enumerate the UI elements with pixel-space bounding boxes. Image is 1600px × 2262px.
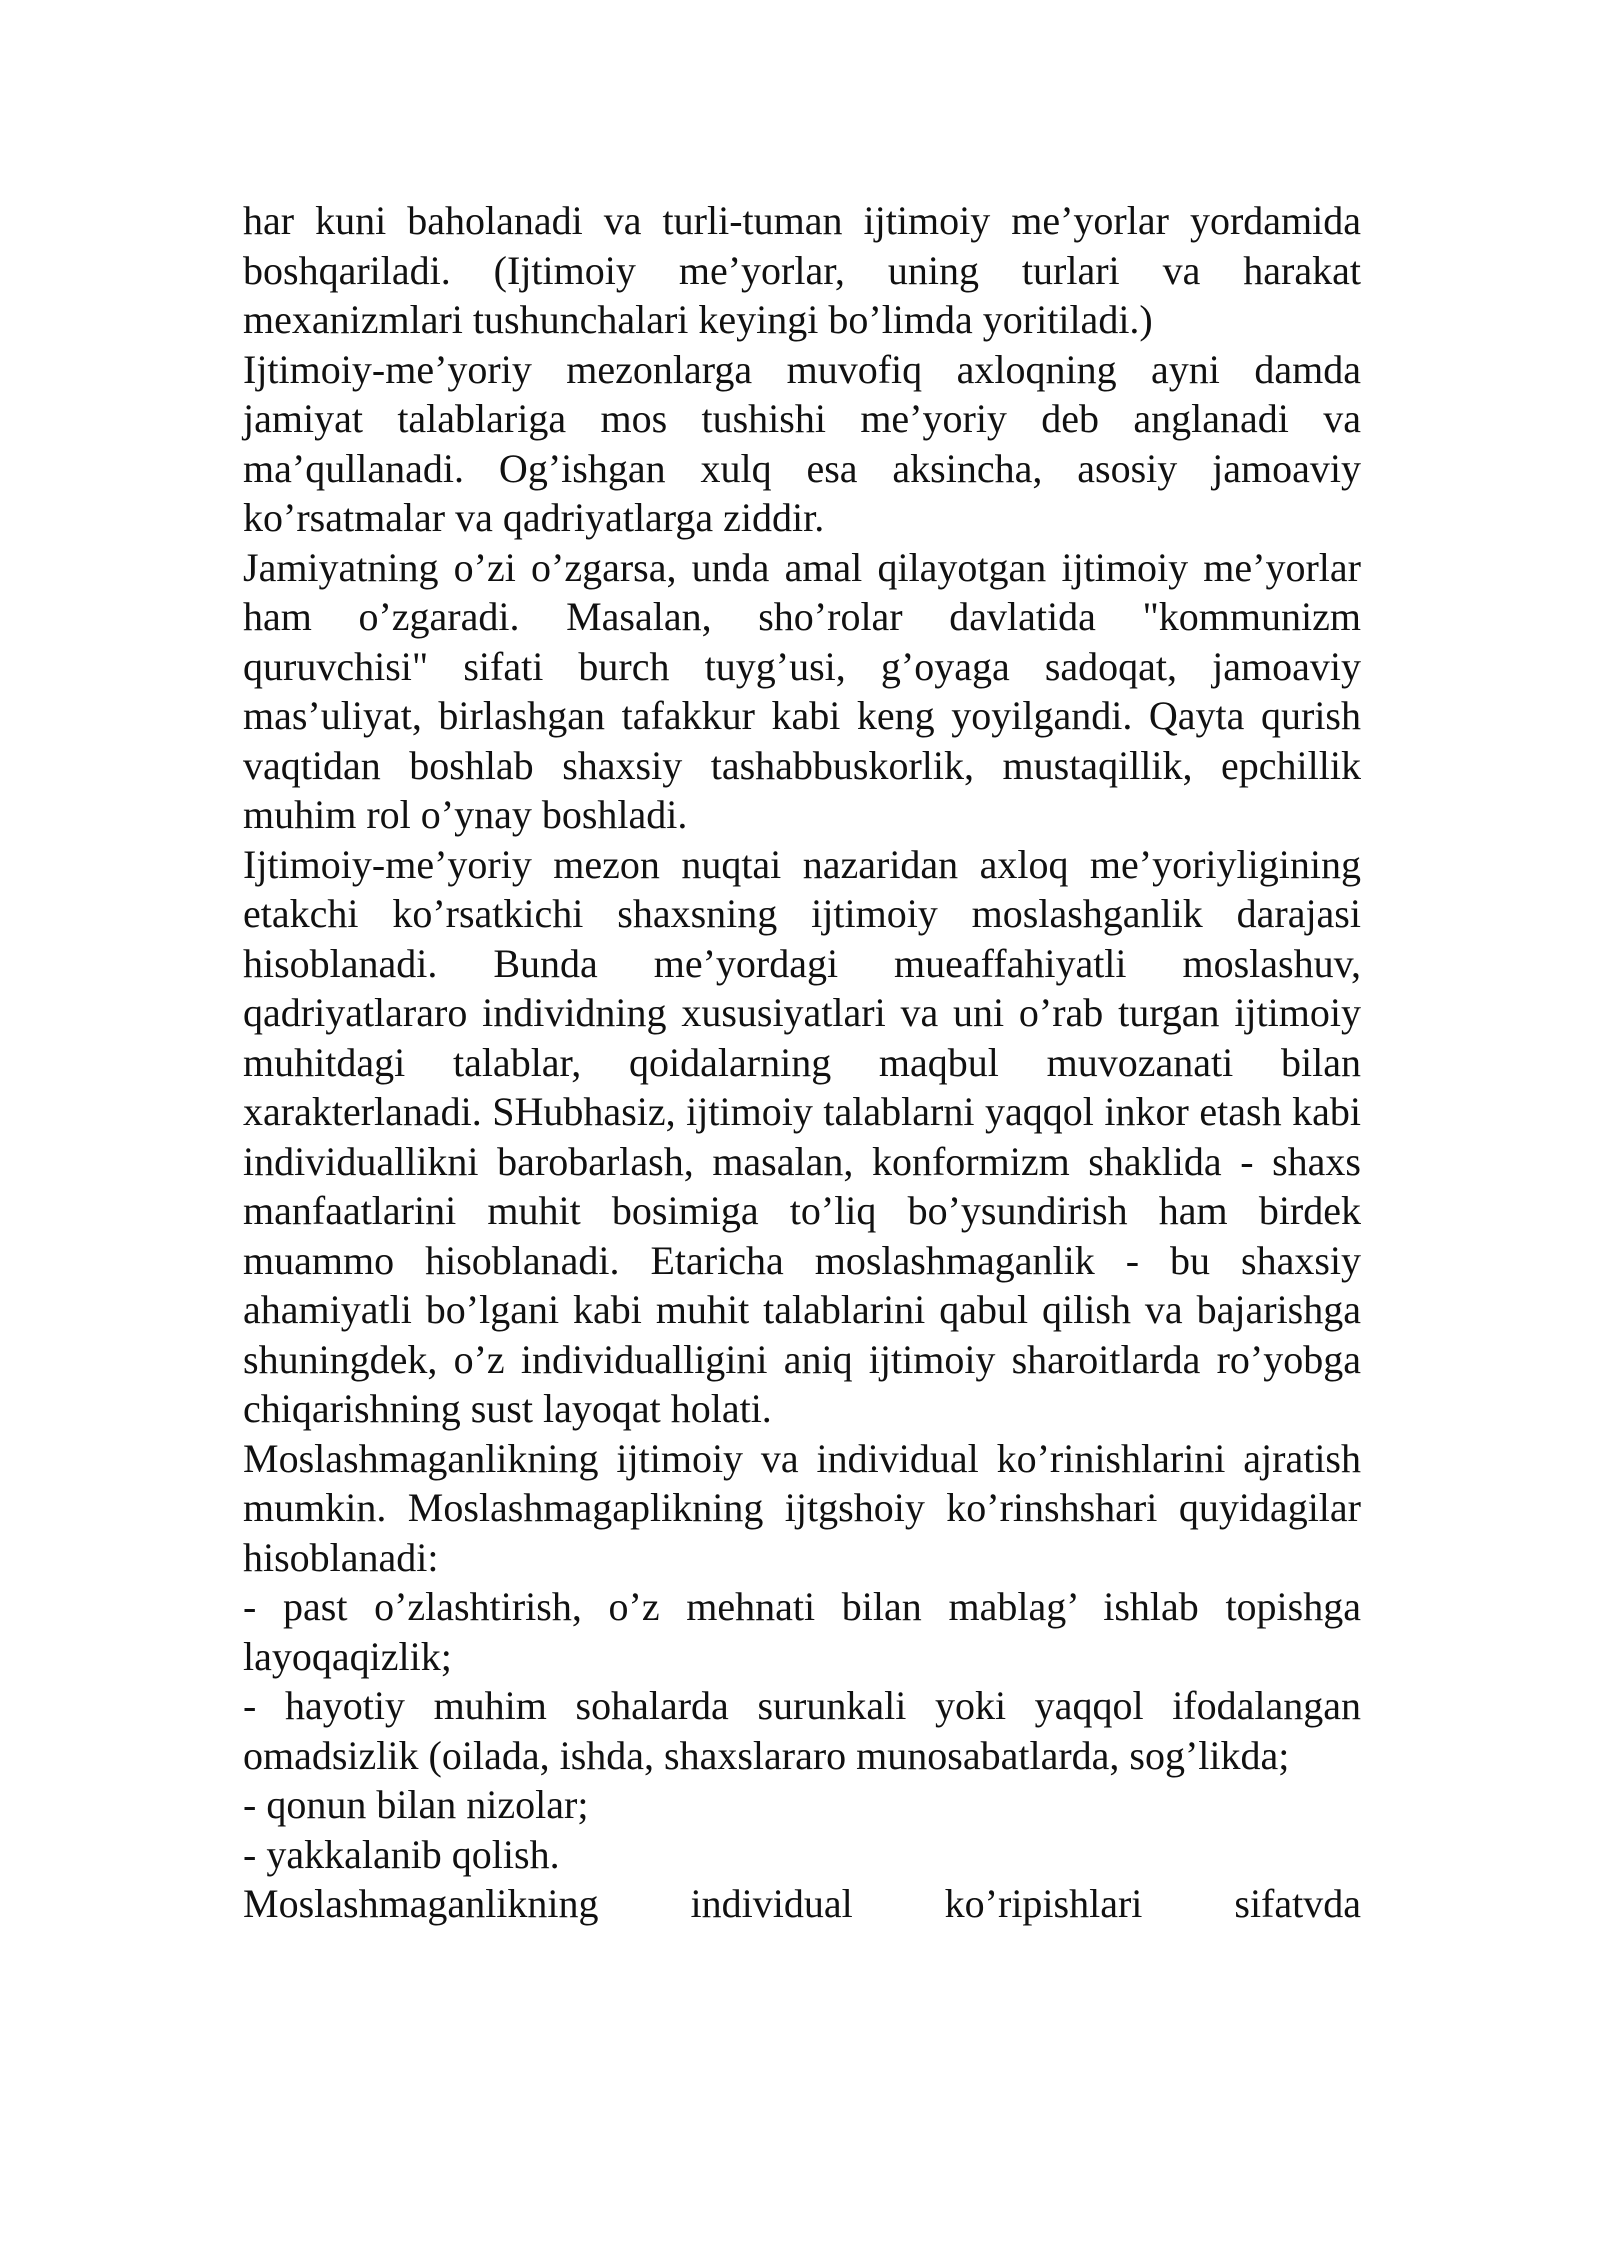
list-item-isolation: - yakkalanib qolish.	[243, 1831, 560, 1877]
paragraph-adaptation: Ijtimoiy-me’yoriy mezon nuqtai nazaridan axloq me’yoriyligining etakchi ko’rsatkichi shaxsning ijtimoiy moslashganlik darajasi hisoblanadi. Bunda me’yordagi mueaffahiyatli moslashuv, qadriyatlararo individning xususiyatlari va uni o’rab turgan ijtimoiy muhitdagi talablar, qoidalarning maqbul muvozanati bilan xarakterlanadi. SHubhasiz, ijtimoiy talablarni yaqqol inkor etash kabi individuallikni barobarlash, masalan, konformizm shaklida - shaxs manfaatlarini muhit bosimiga to’liq bo’ysundirish ham birdek muammo hisoblanadi. Etaricha moslashmaganlik - bu shaxsiy ahamiyatli bo’lgani kabi muhit talablarini qabul qilish va bajarishga shuningdek, o’z individualligini aniq ijtimoiy sharoitlarda ro’yobga chiqarishning sust layoqat holati.	[243, 841, 1361, 1431]
paragraph-normative-criteria: Ijtimoiy-me’yoriy mezonlarga muvofiq axloqning ayni damda jamiyat talablariga mos tushishi me’yoriy deb anglanadi va ma’qullanadi. Og’ishgan xulq esa aksincha, asosiy jamoaviy ko’rsatmalar va qadriyatlarga ziddir.	[243, 346, 1361, 540]
paragraph-maladaptation-forms: Moslashmaganlikning ijtimoiy va individual ko’rinishlarini ajratish mumkin. Moslashmagaplikning ijtgshoiy ko’rinshshari quyidagilar hisoblanadi:	[243, 1435, 1361, 1580]
list-item-failure: - hayotiy muhim sohalarda surunkali yoki yaqqol ifodalangan omadsizlik (oilada, ishda, shaxslararo munosabatlarda, sog’likda;	[243, 1683, 1361, 1778]
paragraph-society-change: Jamiyatning o’zi o’zgarsa, unda amal qilayotgan ijtimoiy me’yorlar ham o’zgaradi. Masalan, sho’rolar davlatida "kommunizm quruvchisi" sifati burch tuyg’usi, g’oyaga sadoqat, jamoaviy mas’uliyat, birlashgan tafakkur kabi keng yoyilgandi. Qayta qurish vaqtidan boshlab shaxsiy tashabbuskorlik, mustaqillik, epchillik muhim rol o’ynay boshladi.	[243, 544, 1361, 837]
paragraph-norms-intro: har kuni baholanadi va turli-tuman ijtimoiy me’yorlar yordamida boshqariladi. (Ijtimoiy me’yorlar, uning turlari va harakat mexanizmlari tushunchalari keyingi bo’limda yoritiladi.)	[243, 198, 1361, 342]
list-item-low-performance: - past o’zlashtirish, o’z mehnati bilan mablag’ ishlab topishga layoqaqizlik;	[243, 1584, 1361, 1679]
document-page	[243, 196, 1361, 1929]
paragraph-individual-forms: Moslashmaganlikning individual ko’ripishlari sifatvda	[243, 1881, 1361, 1926]
list-item-law-conflicts: - qonun bilan nizolar;	[243, 1782, 589, 1827]
